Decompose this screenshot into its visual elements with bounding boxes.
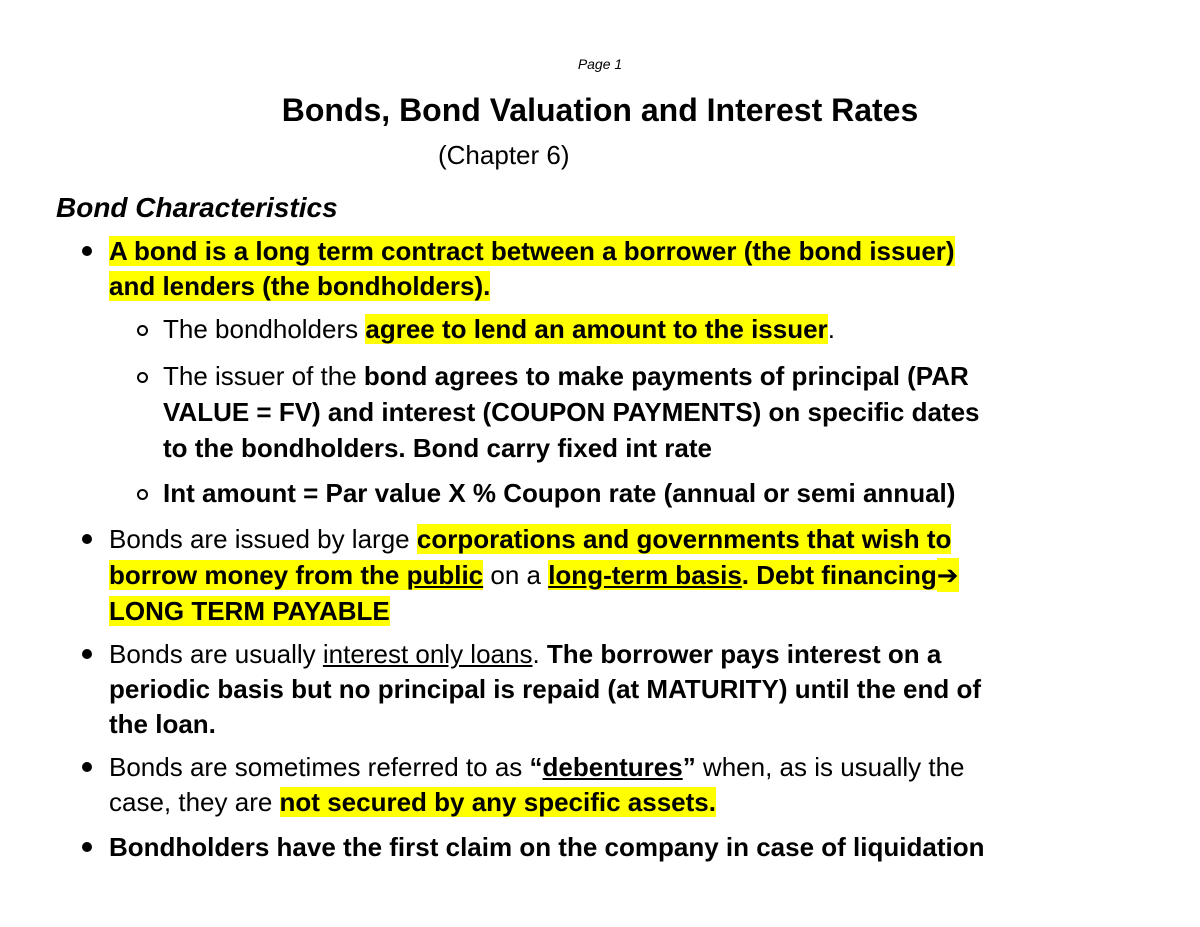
bullet-2-line-2: borrow money from the public on a long-term basis. Debt financing➔ bbox=[109, 560, 959, 590]
bullet-3-line-3: the loan. bbox=[109, 709, 216, 739]
bullet-icon bbox=[82, 842, 92, 852]
bullet-2-line-3: LONG TERM PAYABLE bbox=[109, 596, 390, 626]
bullet-icon bbox=[82, 762, 92, 772]
sub-bullet-1: The bondholders agree to lend an amount to the issuer. bbox=[163, 314, 835, 344]
bullet-1-line-2: and lenders (the bondholders). bbox=[109, 271, 491, 301]
arrow-right-icon: ➔ bbox=[936, 560, 959, 590]
sub-bullet-icon bbox=[137, 372, 148, 383]
bullet-1-line-1: A bond is a long term contract between a borrower (the bond issuer) bbox=[109, 236, 955, 266]
bullet-icon bbox=[82, 246, 92, 256]
bullet-4-line-2: case, they are not secured by any specific assets. bbox=[109, 787, 716, 817]
bullet-icon bbox=[82, 534, 92, 544]
sub-bullet-icon bbox=[137, 325, 148, 336]
sub-bullet-2-line-2: VALUE = FV) and interest (COUPON PAYMENTS) on specific dates bbox=[163, 397, 980, 427]
page-number: Page 1 bbox=[577, 56, 623, 72]
chapter-subtitle: (Chapter 6) bbox=[438, 140, 570, 170]
sub-bullet-2-line-3: to the bondholders. Bond carry fixed int rate bbox=[163, 433, 712, 463]
document-title: Bonds, Bond Valuation and Interest Rates bbox=[281, 92, 919, 128]
bullet-4-line-1: Bonds are sometimes referred to as “debentures” when, as is usually the bbox=[109, 752, 965, 782]
bullet-2-line-1: Bonds are issued by large corporations and governments that wish to bbox=[109, 524, 952, 554]
bullet-3-line-2: periodic basis but no principal is repaid (at MATURITY) until the end of bbox=[109, 674, 982, 704]
sub-bullet-3: Int amount = Par value X % Coupon rate (annual or semi annual) bbox=[163, 478, 956, 508]
bullet-icon bbox=[82, 649, 92, 659]
section-heading: Bond Characteristics bbox=[56, 192, 338, 223]
sub-bullet-2-line-1: The issuer of the bond agrees to make payments of principal (PAR bbox=[163, 361, 969, 391]
bullet-3-line-1: Bonds are usually interest only loans. The borrower pays interest on a bbox=[109, 639, 942, 669]
sub-bullet-icon bbox=[137, 489, 148, 500]
bullet-5: Bondholders have the first claim on the company in case of liquidation bbox=[109, 832, 985, 862]
